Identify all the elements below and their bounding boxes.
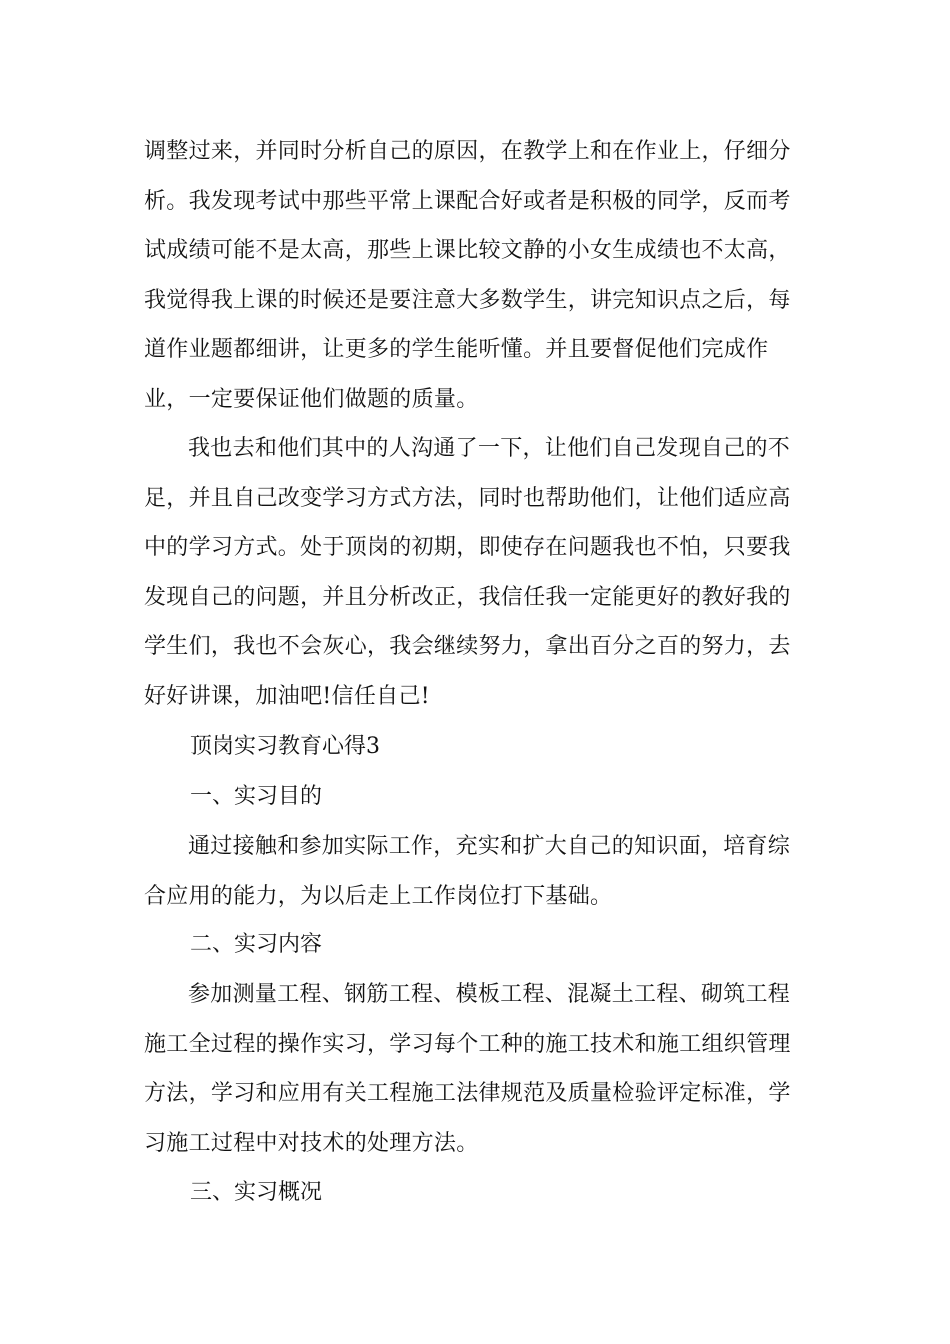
paragraph-purpose: 通过接触和参加实际工作，充实和扩大自己的知识面，培育综合应用的能力，为以后走上工作岗位打下基础。 [144, 834, 791, 909]
heading-purpose: 一、实习目的 [190, 784, 323, 809]
paragraph-communication: 我也去和他们其中的人沟通了一下，让他们自己发现自己的不足，并且自己改变学习方式方法，同时也帮助他们，让他们适应高中的学习方式。处于顶岗的初期，即使存在问题我也不怕，只要我发现自己的问题，并且分析改正，我信任我一定能更好的教好我的学生们，我也不会灰心，我会继续努力，拿出百分之百的努力，去好好讲课，加油吧!信任自己! [144, 436, 791, 709]
paragraph-continued: 调整过来，并同时分析自己的原因，在教学上和在作业上，仔细分析。我发现考试中那些平常上课配合好或者是积极的同学，反而考试成绩可能不是太高，那些上课比较文静的小女生成绩也不太高，我觉得我上课的时候还是要注意大多数学生，讲完知识点之后，每道作业题都细讲，让更多的学生能听懂。并且要督促他们完成作业，一定要保证他们做题的质量。 [144, 139, 791, 412]
heading-overview: 三、实习概况 [190, 1180, 323, 1205]
heading-content: 二、实习内容 [190, 932, 323, 957]
section-title: 顶岗实习教育心得3 [190, 734, 380, 759]
paragraph-content: 参加测量工程、钢筋工程、模板工程、混凝土工程、砌筑工程施工全过程的操作实习，学习每个工种的施工技术和施工组织管理方法，学习和应用有关工程施工法律规范及质量检验评定标准，学习施工过程中对技术的处理方法。 [144, 982, 791, 1156]
